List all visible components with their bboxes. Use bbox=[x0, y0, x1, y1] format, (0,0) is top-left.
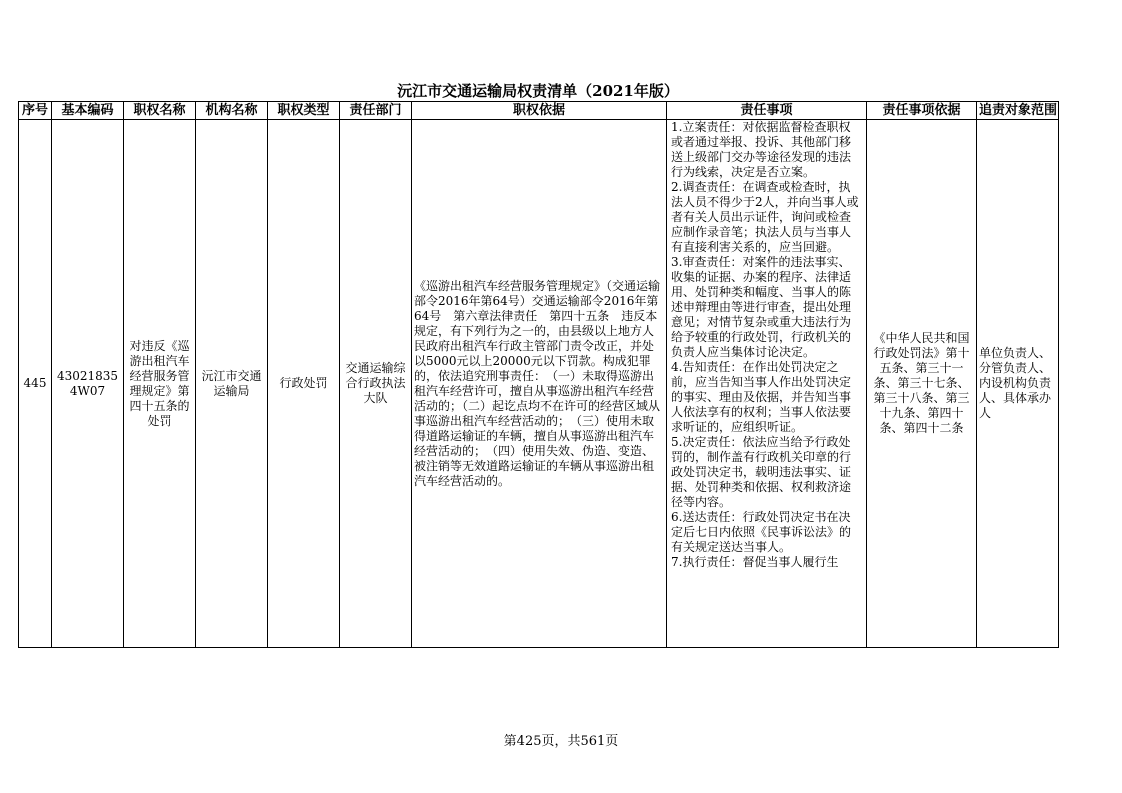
duty-item: 6.送达责任：行政处罚决定书在决定后七日内依照《民事诉讼法》的有关规定送达当事人。 bbox=[671, 510, 852, 554]
cell-duties bbox=[667, 120, 867, 648]
cell-accountability: 单位负责人、分管负责人、内设机构负责人、具体承办人 bbox=[977, 120, 1059, 648]
cell-power-name: 对违反《巡游出租汽车经营服务管理规定》第四十五条的处罚 bbox=[124, 120, 196, 648]
page-footer: 第425页，共561页 bbox=[503, 734, 619, 749]
power-list-table bbox=[18, 101, 1059, 648]
duty-item: 1.立案责任：对依据监督检查职权或者通过举报、投诉、其他部门移送上级部门交办等途径发现的违法行为线索，决定是否立案。 bbox=[671, 120, 852, 179]
cell-code: 430218354W07 bbox=[52, 120, 124, 648]
header-accountability: 追责对象范围 bbox=[977, 102, 1059, 120]
page-title: 沅江市交通运输局权责清单（2021年版） bbox=[397, 82, 679, 100]
header-org-name: 机构名称 bbox=[196, 102, 268, 120]
header-duties: 责任事项 bbox=[667, 102, 867, 120]
header-seq: 序号 bbox=[19, 102, 52, 120]
cell-dept: 交通运输综合行政执法大队 bbox=[340, 120, 412, 648]
header-dept: 责任部门 bbox=[340, 102, 412, 120]
header-power-type: 职权类型 bbox=[268, 102, 340, 120]
duty-item: 5.决定责任：依法应当给予行政处罚的，制作盖有行政机关印章的行政处罚决定书，载明违法事实、证据、处罚种类和依据、权利救济途径等内容。 bbox=[671, 435, 852, 509]
duty-item: 2.调查责任：在调查或检查时，执法人员不得少于2人，并向当事人或者有关人员出示证件，询问或检查应制作录音笔；执法人员与当事人有直接利害关系的，应当回避。 bbox=[671, 180, 859, 254]
cell-power-type: 行政处罚 bbox=[268, 120, 340, 648]
header-basis: 职权依据 bbox=[412, 102, 667, 120]
table-row bbox=[19, 120, 1059, 648]
cell-duty-basis: 《中华人民共和国行政处罚法》第十五条、第三十一条、第三十七条、第三十八条、第三十九条、第四十条、第四十二条 bbox=[867, 120, 977, 648]
cell-basis: 《巡游出租汽车经营服务管理规定》（交通运输部令2016年第64号）交通运输部令2016年第64号 第六章法律责任 第四十五条 违反本规定，有下列行为之一的，由县级以上地方人民政府出租汽车行政主管部门责令改正，并处以5000元以上20000元以下罚款。构成犯罪的，依法追究刑事责任： （一）未取得巡游出租汽车经营许可，擅自从事巡游出租汽车经营活动的；（二）起讫点均不在许可的经营区域从事巡游出租汽车经营活动的； （三）使用未取得道路运输证的车辆，擅自从事巡游出租汽车经营活动的； （四）使用失效、伪造、变造、被注销等无效道路运输证的车辆从事巡游出租汽车经营活动的。 bbox=[412, 120, 667, 648]
cell-seq: 445 bbox=[19, 120, 52, 648]
header-duty-basis: 责任事项依据 bbox=[867, 102, 977, 120]
duty-item: 3.审查责任：对案件的违法事实、收集的证据、办案的程序、法律适用、处罚种类和幅度、当事人的陈述申辩理由等进行审查，提出处理意见；对情节复杂或重大违法行为给予较重的行政处罚，行政机关的负责人应当集体讨论决定。 bbox=[671, 255, 852, 359]
header-power-name: 职权名称 bbox=[124, 102, 196, 120]
duty-item: 7.执行责任：督促当事人履行生 bbox=[671, 555, 839, 569]
cell-org-name: 沅江市交通运输局 bbox=[196, 120, 268, 648]
duty-item: 4.告知责任：在作出处罚决定之前，应当告知当事人作出处罚决定的事实、理由及依据，并告知当事人依法享有的权利；当事人依法要求听证的，应组织听证。 bbox=[671, 360, 852, 434]
table-header-row bbox=[19, 102, 1059, 120]
header-code: 基本编码 bbox=[52, 102, 124, 120]
